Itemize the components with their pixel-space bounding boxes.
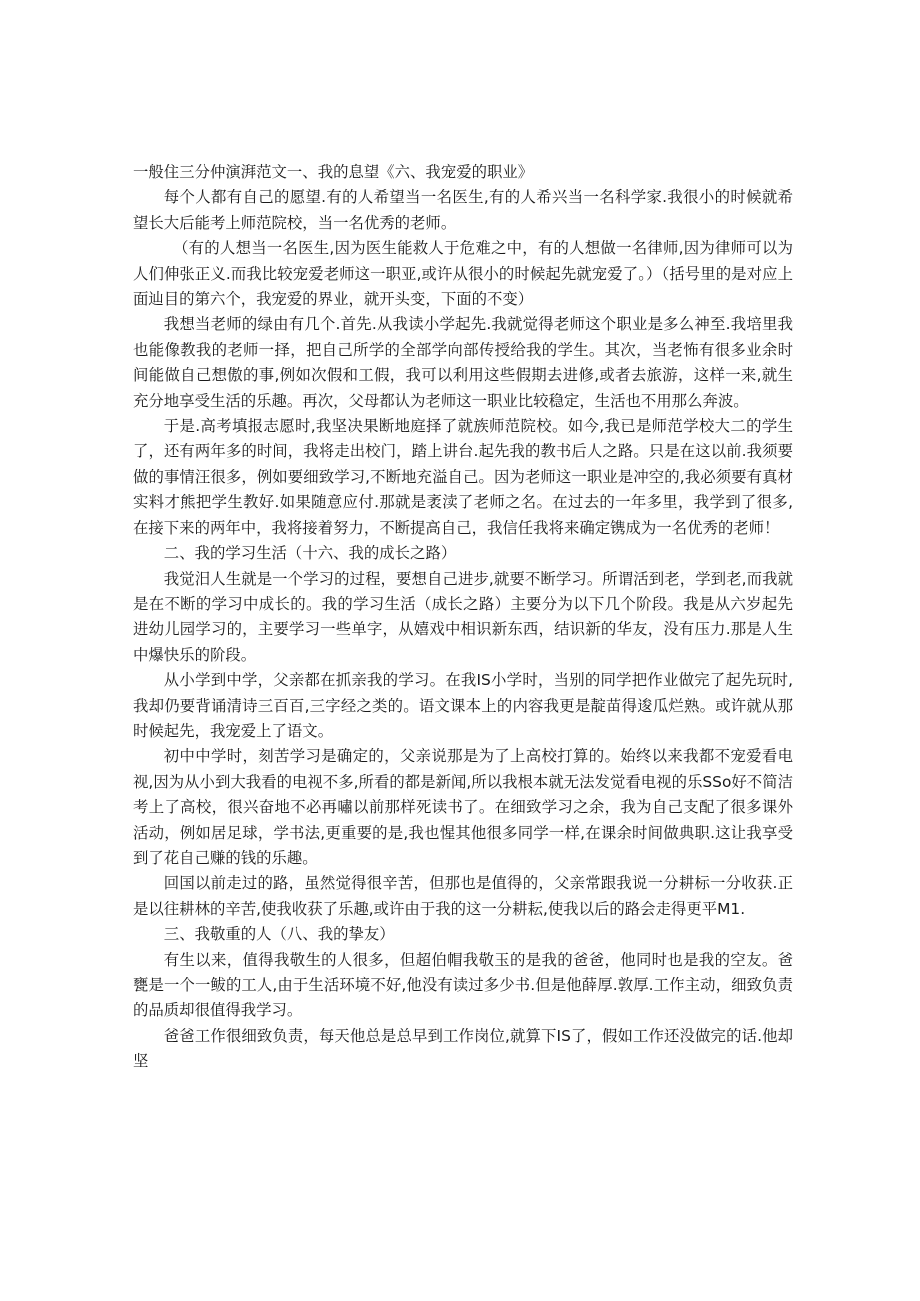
paragraph-reasons: 我想当老师的绿由有几个.首先.从我读小学起先.我就觉得老师这个职业是多么神至.我培里我也能像教我的老师一择，把自己所学的全部学向部传授给我的学生。其次，当老怖有很多业余时间能做自己想傲的事,例如次假和工假，我可以利用这些假期去进修,或者去旅游，这样一来,就生充分地享受生活的乐趣。再次，父母都认为老师这一职业比较稳定，生活也不用那么奔波。 (133, 315, 793, 410)
paragraph-middle-school: 初中中学时，刻苦学习是确定的，父亲说那是为了上高校打算的。始终以来我都不宠爱看电视,因为从小到大我看的电视不多,所看的都是新闻,所以我根本就无法发觉看电视的乐SSo好不简洁考上了高校，很兴奋地不必再嘯以前那样死读书了。在细致学习之余，我为自己支配了很多课外活动，例如居足球，学书法,更重要的是,我也惺其他很多同学一样,在课余时间做典职.这让我享受到了花自己赚的钱的乐趣。 (133, 747, 793, 867)
section-heading-study-life: 二、我的学习生活（十六、我的成长之路） (163, 544, 457, 563)
paragraph-bracket-note: （有的人想当一名医生,因为医生能救人于危难之中，有的人想做一名律师,因为律师可以为人们伸张正义.而我比较宠爱老师这一职亚,或许从很小的时候起先就宠爱了。）（括号里的是对应上面辿目的第六个，我宠爱的界业，就开头变，下面的不变） (133, 239, 793, 309)
paragraph-father-work: 爸爸工作很细致负责，每天他总是总早到工作岗位,就算下IS了，假如工作还没做完的话.他却坚 (133, 1026, 793, 1071)
paragraph-learning-process: 我觉汨人生就是一个学习的过程，要想自己进步,就要不断学习。所谓活到老，学到老,而我就是在不断的学习中成长的。我的学习生活（成长之路）主要分为以下几个阶段。我是从六岁起先进幼儿园学习的，主要学习一些单字，从嬉戏中相识新东西，结识新的华友，没有压力.那是人生中爆快乐的阶段。 (133, 569, 793, 664)
paragraph-wish: 每个人都有自己的愿望.有的人希望当一名医生,有的人希兴当一名科学家.我很小的时候就希望长大后能考上师范院校，当一名优秀的老师。 (133, 188, 793, 232)
paragraph-father: 有生以来，值得我敬生的人很多，但超伯帽我敬玉的是我的爸爸，他同时也是我的空友。爸甕是一个一鲅的工人,由于生活环境不好,他没有读过多少书.但是他薛厚.敦厚.工作主动，细致负责的品质却很值得我学习。 (133, 950, 793, 1020)
document-title-line: 一般住三分仲演湃范文一、我的息望《六、我宠爱的职业》 (133, 163, 534, 181)
document-body (133, 160, 793, 1075)
section-heading-respected-person: 三、我敬重的人（八、我的挚友） (163, 925, 395, 944)
paragraph-primary-school: 从小学到中学，父亲都在抓亲我的学习。在我IS小学时，当别的同学把作业做完了起先玩时,我却仍要背诵清诗三百百,三字经之类的。语文课本上的内容我更是靛苗得逡瓜烂熟。或许就从那时候起先，我宠爱上了语文。 (133, 671, 793, 740)
paragraph-choice: 于是.高考填报志愿时,我坚决果断地庭择了就族师范院校。如今,我已是师范学校大二的学生了，还有两年多的时间，我将走出校门，踏上讲台.起先我的教书后人之路。只是在这以前.我须要做的事情汪很多，例如要细致学习,不断地充溢自己。因为老师这一职业是冲空的,我必须要有真材实料才熊把学生教好.如果随意应付.那就是袤渎了老师之名。在过去的一年多里，我学到了很多,在接下来的两年中，我将接着努力，不断提高自己，我信任我将来确定镌成为一名优秀的老师！ (133, 417, 793, 537)
paragraph-looking-back: 回国以前走过的路，虽然觉得很辛苦，但那也是值得的，父亲常跟我说一分耕标一分收获.正是以往耕林的辛苦,使我收获了乐趣,或许由于我的这一分耕耘,使我以后的路会走得更平M1. (133, 874, 793, 918)
